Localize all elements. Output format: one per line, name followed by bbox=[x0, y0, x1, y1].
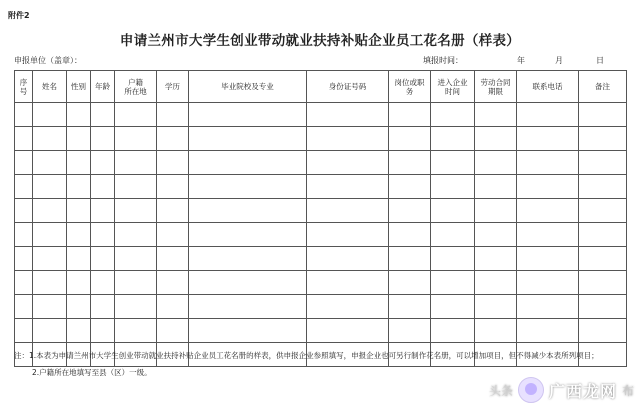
column-header-line: 序 bbox=[19, 77, 28, 87]
column-header-line: 期限 bbox=[488, 86, 503, 96]
day-label: 日 bbox=[596, 56, 604, 65]
table-cell bbox=[91, 271, 115, 295]
watermark-logo-icon bbox=[518, 377, 544, 403]
table-cell bbox=[389, 175, 431, 199]
table-cell bbox=[15, 271, 33, 295]
column-header-line: 备注 bbox=[595, 82, 610, 91]
table-header-row bbox=[15, 71, 627, 103]
table-cell bbox=[517, 127, 579, 151]
table-cell bbox=[189, 127, 307, 151]
table-cell bbox=[67, 175, 91, 199]
table-cell bbox=[115, 175, 157, 199]
table-cell bbox=[157, 103, 189, 127]
table-row bbox=[15, 103, 627, 127]
column-header bbox=[115, 71, 157, 103]
table-cell bbox=[517, 223, 579, 247]
table-cell bbox=[431, 199, 475, 223]
table-cell bbox=[431, 175, 475, 199]
table-cell bbox=[475, 175, 517, 199]
table-cell bbox=[157, 223, 189, 247]
table-cell bbox=[33, 151, 67, 175]
table-cell bbox=[307, 103, 389, 127]
table-cell bbox=[189, 103, 307, 127]
table-cell bbox=[475, 295, 517, 319]
table-cell bbox=[579, 103, 627, 127]
table-cell bbox=[475, 151, 517, 175]
table-cell bbox=[307, 295, 389, 319]
table-cell bbox=[389, 295, 431, 319]
table-cell bbox=[189, 175, 307, 199]
table-cell bbox=[475, 247, 517, 271]
table-cell bbox=[67, 295, 91, 319]
table-cell bbox=[579, 247, 627, 271]
table-cell bbox=[389, 127, 431, 151]
table-cell bbox=[189, 199, 307, 223]
month-label: 月 bbox=[555, 56, 563, 65]
table-cell bbox=[517, 247, 579, 271]
watermark bbox=[489, 375, 634, 405]
table-cell bbox=[67, 151, 91, 175]
table-cell bbox=[115, 127, 157, 151]
table-cell bbox=[189, 271, 307, 295]
table-cell bbox=[389, 247, 431, 271]
table-cell bbox=[157, 271, 189, 295]
table-cell bbox=[15, 199, 33, 223]
table-row bbox=[15, 175, 627, 199]
table-cell bbox=[33, 247, 67, 271]
page-title: 申请兰州市大学生创业带动就业扶持补贴企业员工花名册（样表） bbox=[119, 33, 521, 49]
table-cell bbox=[157, 247, 189, 271]
table-cell bbox=[157, 295, 189, 319]
table-cell bbox=[579, 223, 627, 247]
column-header-line: 身份证号码 bbox=[328, 82, 367, 91]
table-cell bbox=[517, 295, 579, 319]
table-row bbox=[15, 199, 627, 223]
table-cell bbox=[15, 103, 33, 127]
table-cell bbox=[431, 223, 475, 247]
table-cell bbox=[579, 199, 627, 223]
table-cell bbox=[389, 271, 431, 295]
column-header bbox=[307, 71, 389, 103]
table-cell bbox=[67, 199, 91, 223]
table-cell bbox=[517, 175, 579, 199]
table-cell bbox=[579, 271, 627, 295]
table-cell bbox=[115, 319, 157, 343]
table-cell bbox=[307, 199, 389, 223]
table-cell bbox=[579, 295, 627, 319]
column-header-line: 进入企业 bbox=[437, 77, 468, 87]
table-cell bbox=[517, 319, 579, 343]
table-cell bbox=[33, 295, 67, 319]
table-cell bbox=[389, 199, 431, 223]
table-cell bbox=[115, 199, 157, 223]
watermark-brand: 广西龙网 bbox=[548, 381, 617, 401]
table-cell bbox=[517, 103, 579, 127]
column-header-line: 年龄 bbox=[95, 82, 110, 91]
table-cell bbox=[15, 247, 33, 271]
table-cell bbox=[91, 151, 115, 175]
table-row bbox=[15, 271, 627, 295]
table-cell bbox=[475, 223, 517, 247]
column-header bbox=[91, 71, 115, 103]
column-header-line: 毕业院校及专业 bbox=[221, 82, 274, 91]
table-cell bbox=[157, 127, 189, 151]
table-cell bbox=[579, 175, 627, 199]
column-header bbox=[15, 71, 33, 103]
table-cell bbox=[189, 319, 307, 343]
table-cell bbox=[475, 103, 517, 127]
table-cell bbox=[431, 319, 475, 343]
table-cell bbox=[431, 271, 475, 295]
table-cell bbox=[389, 151, 431, 175]
table-cell bbox=[389, 319, 431, 343]
table-cell bbox=[389, 223, 431, 247]
table-cell bbox=[15, 223, 33, 247]
table-cell bbox=[33, 223, 67, 247]
table-cell bbox=[91, 247, 115, 271]
table-cell bbox=[115, 103, 157, 127]
table-cell bbox=[189, 295, 307, 319]
column-header-line: 岗位或职 bbox=[394, 77, 425, 87]
table-cell bbox=[33, 103, 67, 127]
table-cell bbox=[91, 103, 115, 127]
table-row bbox=[15, 295, 627, 319]
table-cell bbox=[475, 319, 517, 343]
table-cell bbox=[579, 319, 627, 343]
applicant-unit-label: 申报单位（盖章）： bbox=[14, 56, 82, 65]
column-header bbox=[67, 71, 91, 103]
table-cell bbox=[33, 127, 67, 151]
column-header bbox=[389, 71, 431, 103]
table-cell bbox=[91, 295, 115, 319]
table-cell bbox=[67, 223, 91, 247]
table-cell bbox=[431, 151, 475, 175]
table-cell bbox=[67, 127, 91, 151]
footnote-2: 2.户籍所在地填写至县（区）一级。 bbox=[32, 368, 152, 377]
column-header bbox=[33, 71, 67, 103]
employee-roster-table bbox=[14, 70, 627, 367]
column-header-line: 学历 bbox=[165, 82, 180, 91]
table-cell bbox=[67, 103, 91, 127]
table-cell bbox=[307, 175, 389, 199]
column-header bbox=[431, 71, 475, 103]
table-cell bbox=[431, 127, 475, 151]
column-header bbox=[157, 71, 189, 103]
table-cell bbox=[157, 199, 189, 223]
column-header-line: 劳动合同 bbox=[480, 77, 511, 87]
table-cell bbox=[307, 319, 389, 343]
column-header bbox=[517, 71, 579, 103]
table-cell bbox=[115, 271, 157, 295]
table-cell bbox=[189, 247, 307, 271]
column-header-line: 号 bbox=[19, 86, 28, 96]
column-header-line: 时间 bbox=[445, 86, 460, 96]
table-cell bbox=[579, 127, 627, 151]
footnote-1: 注：1.本表为申请兰州市大学生创业带动就业扶持补贴企业员工花名册的样表，供申报企业参照填写，申报企业也可另行制作花名册，可以增加项目，但不得减少本表所列项目； bbox=[14, 351, 599, 360]
table-cell bbox=[115, 247, 157, 271]
table-cell bbox=[15, 319, 33, 343]
table-cell bbox=[389, 103, 431, 127]
table-cell bbox=[15, 295, 33, 319]
table-cell bbox=[15, 175, 33, 199]
column-header-line: 所在地 bbox=[124, 86, 147, 96]
column-header-line: 联系电话 bbox=[532, 82, 563, 91]
table-cell bbox=[475, 199, 517, 223]
table-cell bbox=[475, 271, 517, 295]
table-cell bbox=[67, 319, 91, 343]
table-cell bbox=[91, 199, 115, 223]
column-header bbox=[579, 71, 627, 103]
table-row bbox=[15, 223, 627, 247]
column-header bbox=[475, 71, 517, 103]
table-cell bbox=[307, 223, 389, 247]
table-cell bbox=[115, 151, 157, 175]
column-header-line: 务 bbox=[405, 86, 414, 96]
watermark-prefix: 头条 bbox=[488, 383, 513, 398]
table-cell bbox=[33, 271, 67, 295]
column-header-line: 户籍 bbox=[128, 77, 143, 87]
table-cell bbox=[15, 151, 33, 175]
table-row bbox=[15, 151, 627, 175]
table-cell bbox=[189, 151, 307, 175]
attachment-label: 附件2 bbox=[8, 11, 30, 20]
table-cell bbox=[157, 319, 189, 343]
table-cell bbox=[91, 319, 115, 343]
table-cell bbox=[33, 319, 67, 343]
table-body bbox=[15, 103, 627, 367]
table-cell bbox=[115, 295, 157, 319]
fill-time-label: 填报时间： bbox=[423, 56, 463, 65]
year-label: 年 bbox=[517, 56, 525, 65]
table-cell bbox=[307, 127, 389, 151]
table-cell bbox=[33, 199, 67, 223]
table-cell bbox=[517, 199, 579, 223]
table-cell bbox=[307, 247, 389, 271]
column-header-line: 姓名 bbox=[42, 82, 57, 91]
table-cell bbox=[431, 247, 475, 271]
table-cell bbox=[33, 175, 67, 199]
table-row bbox=[15, 127, 627, 151]
table-cell bbox=[67, 247, 91, 271]
table-cell bbox=[15, 127, 33, 151]
form-meta-row bbox=[14, 55, 626, 67]
table-cell bbox=[307, 271, 389, 295]
table-cell bbox=[579, 151, 627, 175]
table-cell bbox=[517, 271, 579, 295]
table-cell bbox=[91, 223, 115, 247]
table-row bbox=[15, 247, 627, 271]
table-row bbox=[15, 319, 627, 343]
table-cell bbox=[67, 271, 91, 295]
table-cell bbox=[431, 103, 475, 127]
table-cell bbox=[431, 295, 475, 319]
table-cell bbox=[157, 175, 189, 199]
table-cell bbox=[517, 151, 579, 175]
table-cell bbox=[115, 223, 157, 247]
table-cell bbox=[157, 151, 189, 175]
table-cell bbox=[91, 175, 115, 199]
column-header bbox=[189, 71, 307, 103]
column-header-line: 性别 bbox=[71, 82, 86, 91]
table-cell bbox=[307, 151, 389, 175]
table-cell bbox=[91, 127, 115, 151]
table-cell bbox=[475, 127, 517, 151]
watermark-suffix: 布 bbox=[621, 383, 634, 398]
table-cell bbox=[189, 223, 307, 247]
